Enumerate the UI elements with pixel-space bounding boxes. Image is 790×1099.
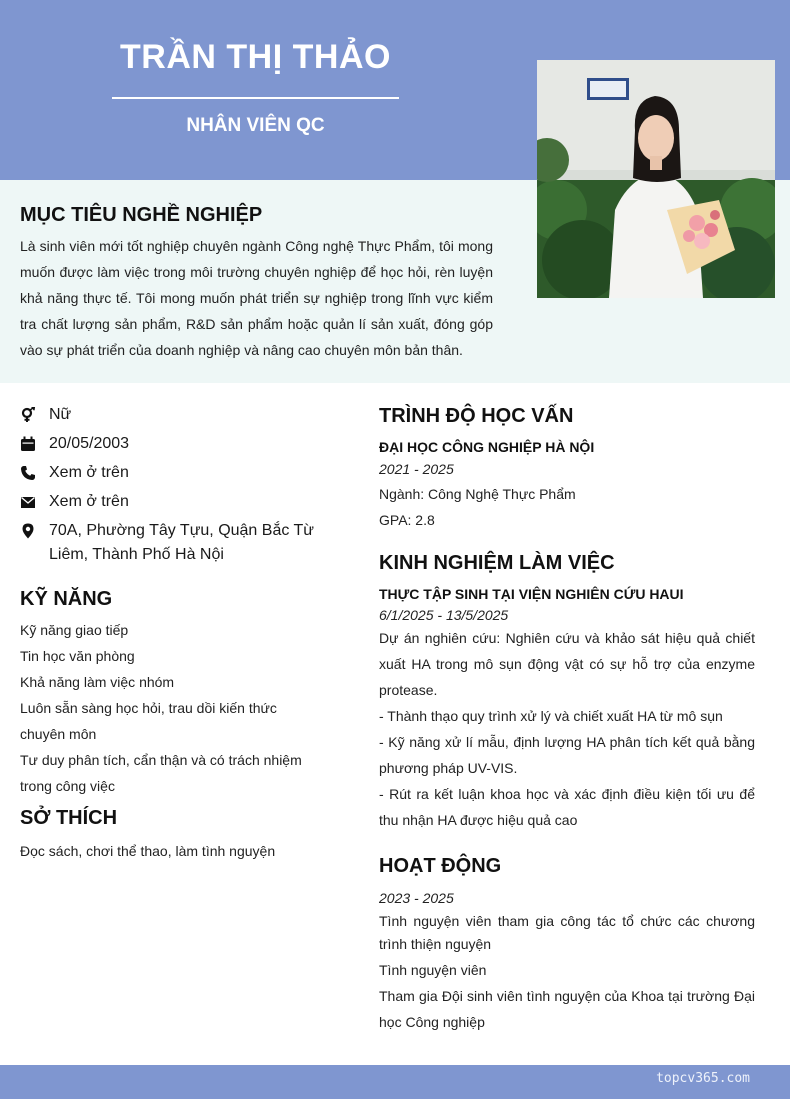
experience-section: [379, 552, 755, 833]
activities-title: HOẠT ĐỘNG: [379, 855, 502, 877]
contact-phone: [20, 461, 320, 485]
experience-line: - Rút ra kết luận khoa học và xác định điều kiện tối ưu để thu nhận HA được hiệu quả cao: [379, 786, 755, 828]
footer-watermark: topcv365.com: [656, 1071, 750, 1086]
activities-section: [379, 855, 755, 1035]
gender-text: Nữ: [49, 406, 72, 423]
activities-line: Tham gia Đội sinh viên tình nguyện của Khoa tại trường Đại học Công nghiệp: [379, 988, 755, 1030]
education-school: ĐẠI HỌC CÔNG NGHIỆP HÀ NỘI: [379, 439, 595, 455]
contact-address: [20, 519, 320, 567]
email-text: Xem ở trên: [49, 493, 129, 510]
skill-item: Tin học văn phòng: [20, 648, 135, 664]
skill-item: Kỹ năng giao tiếp: [20, 622, 129, 638]
hobbies-text: Đọc sách, chơi thể thao, làm tình nguyện: [20, 843, 276, 859]
education-section: [379, 405, 755, 533]
contact-list: [20, 403, 320, 572]
skill-item: Tư duy phân tích, cẩn thận và có trách nhiệm trong công việc: [20, 752, 302, 794]
activities-line: Tình nguyện viên: [379, 962, 487, 978]
gender-icon: [20, 407, 36, 423]
activities-line: Tình nguyện viên tham gia công tác tổ chức các chương trình thiện nguyện: [379, 913, 755, 952]
phone-text: Xem ở trên: [49, 464, 129, 481]
skill-item: Luôn sẵn sàng học hỏi, trau dồi kiến thức chuyên môn: [20, 700, 277, 742]
objective-text: Là sinh viên mới tốt nghiệp chuyên ngành Công nghệ Thực Phẩm, tôi mong muốn được làm việc trong môi trường chuyên nghiệp để học hỏi, rèn luyện khả năng thực tế. Tôi mong muốn phát triển sự nghiệp trong lĩnh vực kiểm tra chất lượng sản phẩm, R&D sản phẩm hoặc quản lí sản xuất, đóng góp vào sự phát triển của doanh nghiệp và nâng cao chuyên môn bản thân.: [20, 238, 493, 358]
activities-period: 2023 - 2025: [379, 890, 454, 906]
address-text: 70A, Phường Tây Tựu, Quận Bắc Từ Liêm, Thành Phố Hà Nội: [49, 522, 314, 563]
job-title: NHÂN VIÊN QC: [186, 115, 325, 136]
hobbies-title: SỞ THÍCH: [20, 807, 118, 829]
location-pin-icon: [20, 523, 36, 539]
experience-period: 6/1/2025 - 13/5/2025: [379, 607, 509, 623]
skills-title: KỸ NĂNG: [20, 588, 113, 610]
birthday-text: 20/05/2003: [49, 435, 130, 452]
skills-section: [20, 588, 320, 799]
education-gpa: GPA: 2.8: [379, 512, 435, 528]
education-title: TRÌNH ĐỘ HỌC VẤN: [379, 405, 574, 427]
education-period: 2021 - 2025: [379, 461, 454, 477]
experience-line: - Thành thạo quy trình xử lý và chiết xuất HA từ mô sụn: [379, 708, 723, 724]
phone-icon: [20, 465, 36, 481]
candidate-name: TRẦN THỊ THẢO: [120, 38, 391, 76]
experience-line: Dự án nghiên cứu: Nghiên cứu và khảo sát hiệu quả chiết xuất HA trong mô sụn động vật có sự hỗ trợ của enzyme protease.: [379, 630, 755, 698]
experience-position: THỰC TẬP SINH TẠI VIỆN NGHIÊN CỨU HAUI: [379, 586, 684, 602]
name-divider: [112, 97, 399, 99]
hobbies-section: [20, 807, 320, 864]
contact-birthday: [20, 432, 320, 456]
education-major: Ngành: Công Nghệ Thực Phẩm: [379, 486, 576, 502]
contact-email: [20, 490, 320, 514]
profile-photo: [537, 60, 775, 298]
email-icon: [20, 494, 36, 510]
calendar-icon: [20, 436, 36, 452]
contact-gender: [20, 403, 320, 427]
objective-title: MỤC TIÊU NGHỀ NGHIỆP: [20, 204, 263, 226]
skill-item: Khả năng làm việc nhóm: [20, 674, 175, 690]
experience-line: - Kỹ năng xử lí mẫu, định lượng HA phân tích kết quả bằng phương pháp UV-VIS.: [379, 734, 755, 776]
experience-title: KINH NGHIỆM LÀM VIỆC: [379, 552, 615, 574]
